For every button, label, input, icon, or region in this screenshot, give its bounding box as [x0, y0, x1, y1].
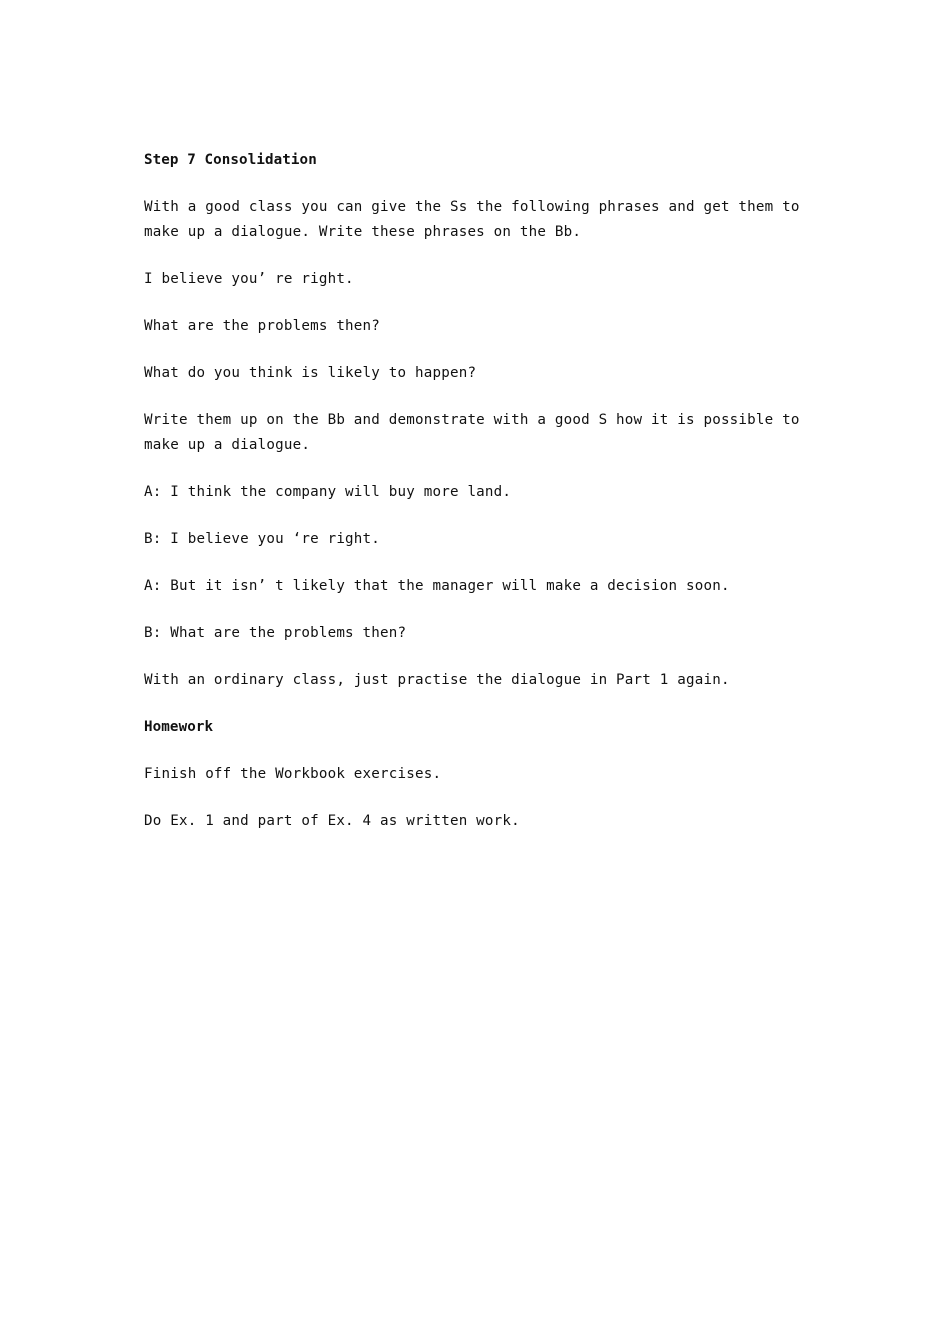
phrase-line: I believe you’ re right. [144, 271, 354, 287]
dialogue-line: B: I believe you ‘re right. [144, 531, 381, 547]
paragraph-instructions: With a good class you can give the Ss the following phrases and get them to make up a dialogue. Write these phrases on the Bb. [144, 199, 800, 240]
homework-line: Do Ex. 1 and part of Ex. 4 as written work. [144, 813, 520, 829]
paragraph-demonstrate: Write them up on the Bb and demonstrate with a good S how it is possible to make up a dialogue. [144, 412, 800, 453]
section-heading-homework: Homework [144, 719, 214, 735]
section-heading-consolidation: Step 7 Consolidation [144, 152, 317, 168]
homework-line: Finish off the Workbook exercises. [144, 766, 442, 782]
dialogue-line: A: I think the company will buy more land. [144, 484, 512, 500]
document-body [144, 148, 824, 856]
paragraph-ordinary-class: With an ordinary class, just practise the dialogue in Part 1 again. [144, 672, 730, 688]
dialogue-line: B: What are the problems then? [144, 625, 407, 641]
dialogue-line: A: But it isn’ t likely that the manager will make a decision soon. [144, 578, 730, 594]
phrase-line: What are the problems then? [144, 318, 381, 334]
phrase-line: What do you think is likely to happen? [144, 365, 477, 381]
